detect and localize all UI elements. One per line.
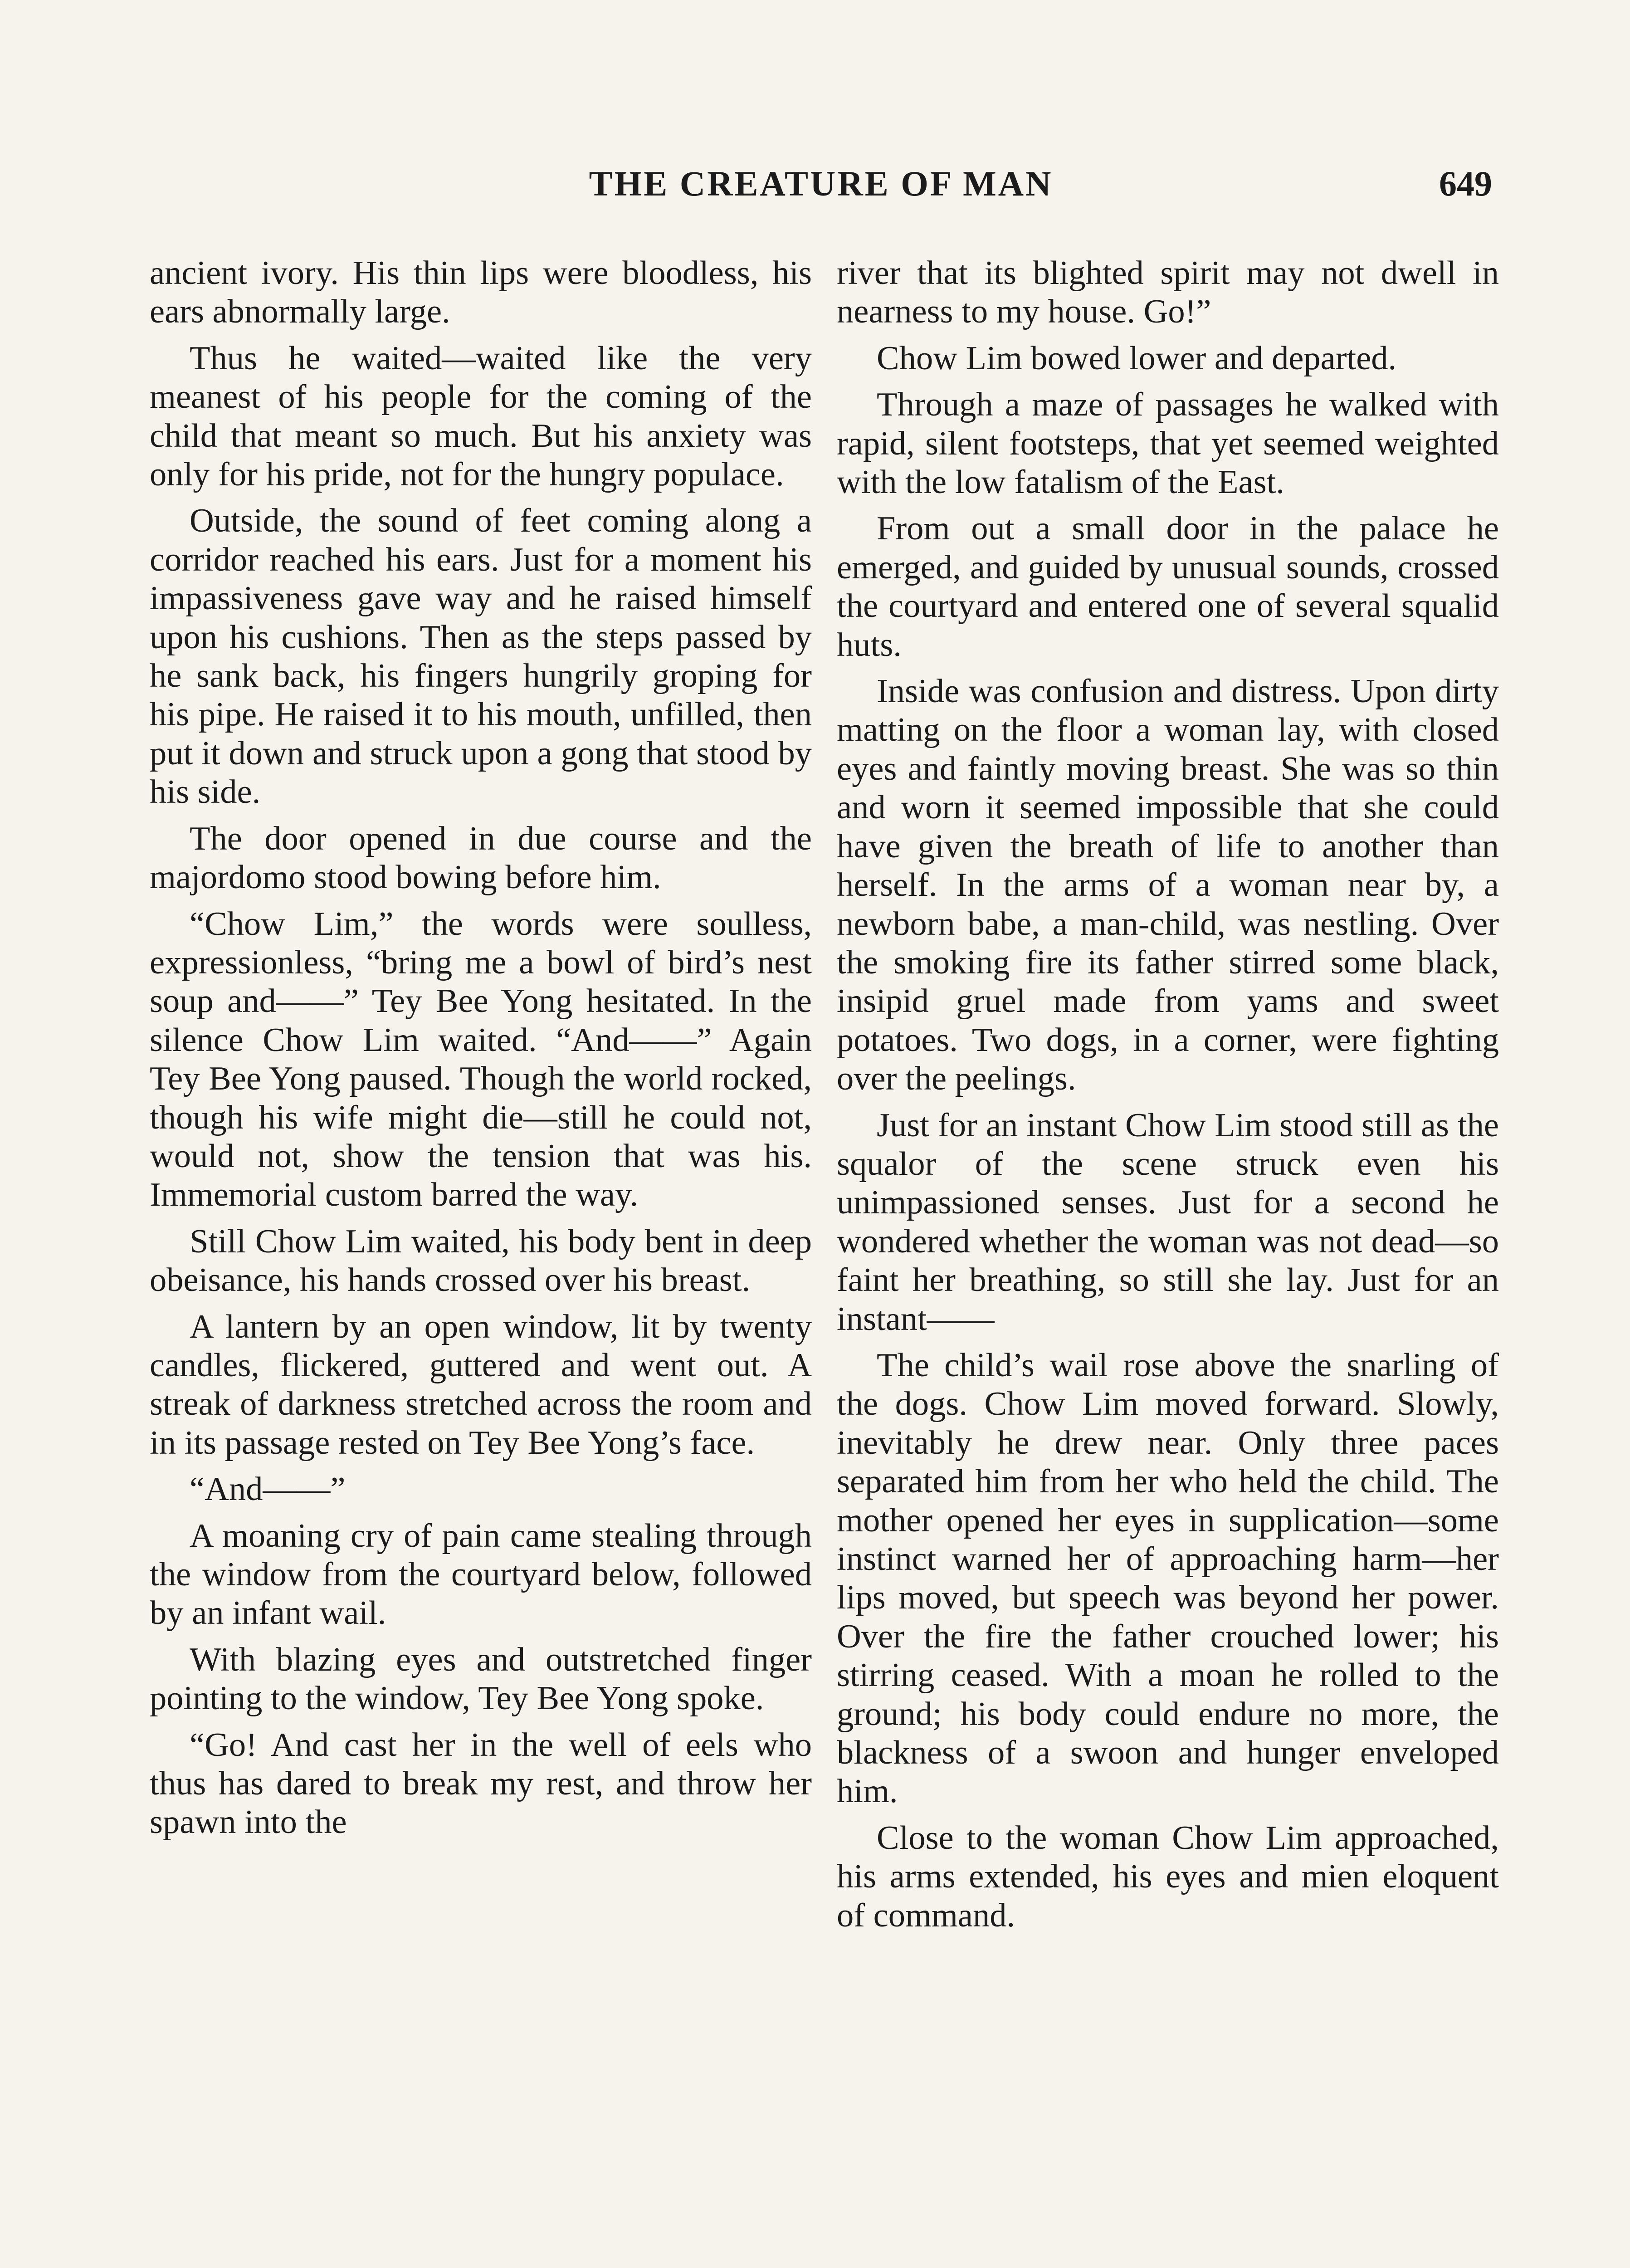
left-column [150, 254, 812, 1850]
paragraph: The door opened in due course and the majordomo stood bowing before him. [150, 820, 812, 896]
paragraph: Thus he waited—waited like the very meanest of his people for the coming of the child that meant so much. But his anxiety was only for his pride, not for the hungry populace. [150, 339, 812, 494]
paragraph: A moaning cry of pain came stealing through the window from the courtyard below, followed by an infant wail. [150, 1517, 812, 1632]
page-header [150, 163, 1492, 213]
page-number: 649 [1439, 164, 1492, 203]
paragraph: With blazing eyes and outstretched finger pointing to the window, Tey Bee Yong spoke. [150, 1641, 812, 1717]
paragraph: Still Chow Lim waited, his body bent in deep obeisance, his hands crossed over his breast. [150, 1222, 812, 1299]
paragraph: Inside was confusion and distress. Upon dirty matting on the floor a woman lay, with closed eyes and faintly moving breast. She was so thin and worn it seemed impossible that she could have given the breath of life to another than herself. In the arms of a woman near by, a newborn babe, a man-child, was nestling. Over the smoking fire its father stirred some black, insipid gruel made from yams and sweet potatoes. Two dogs, in a corner, were fighting over the peelings. [837, 673, 1499, 1098]
paragraph: Close to the woman Chow Lim approached, his arms extended, his eyes and mien eloquent of command. [837, 1819, 1499, 1934]
paragraph: Through a maze of passages he walked with rapid, silent footsteps, that yet seemed weighted with the low fatalism of the East. [837, 386, 1499, 501]
paragraph: Outside, the sound of feet coming along a corridor reached his ears. Just for a moment his impassiveness gave way and he raised himself upon his cushions. Then as the steps passed by he sank back, his fingers hungrily groping for his pipe. He raised it to his mouth, unfilled, then put it down and struck upon a gong that stood by his side. [150, 502, 812, 811]
paragraph: ancient ivory. His thin lips were bloodless, his ears abnormally large. [150, 254, 812, 331]
paragraph: Just for an instant Chow Lim stood still as the squalor of the scene struck even his unimpassioned senses. Just for a second he wondered whether the woman was not dead—so faint her breathing, so still she lay. Just for an instant—— [837, 1106, 1499, 1338]
paragraph: “Chow Lim,” the words were soulless, expressionless, “bring me a bowl of bird’s nest soup and——” Tey Bee Yong hesitated. In the silence Chow Lim waited. “And——” Again Tey Bee Yong paused. Though the world rocked, though his wife might die—still he could not, would not, show the tension that was his. Immemorial custom barred the way. [150, 905, 812, 1214]
running-head: THE CREATURE OF MAN [589, 164, 1053, 203]
paragraph: “Go! And cast her in the well of eels who thus has dared to break my rest, and throw her spawn into the [150, 1726, 812, 1841]
paragraph: “And——” [190, 1471, 346, 1508]
paragraph: From out a small door in the palace he emerged, and guided by unusual sounds, crossed the courtyard and entered one of several squalid huts. [837, 510, 1499, 664]
right-column [837, 254, 1499, 1943]
paragraph: river that its blighted spirit may not dwell in nearness to my house. Go!” [837, 254, 1499, 331]
paragraph: A lantern by an open window, lit by twenty candles, flickered, guttered and went out. A streak of darkness stretched across the room and in its passage rested on Tey Bee Yong’s face. [150, 1308, 812, 1461]
paragraph: The child’s wail rose above the snarling of the dogs. Chow Lim moved forward. Slowly, inevitably he drew near. Only three paces separated him from her who held the child. The mother opened her eyes in supplication—some instinct warned her of approaching harm—her lips moved, but speech was beyond her power. Over the fire the father crouched lower; his stirring ceased. With a moan he rolled to the ground; his body could endure no more, the blackness of a swoon and hunger enveloped him. [837, 1346, 1499, 1810]
paragraph: Chow Lim bowed lower and departed. [877, 339, 1397, 377]
